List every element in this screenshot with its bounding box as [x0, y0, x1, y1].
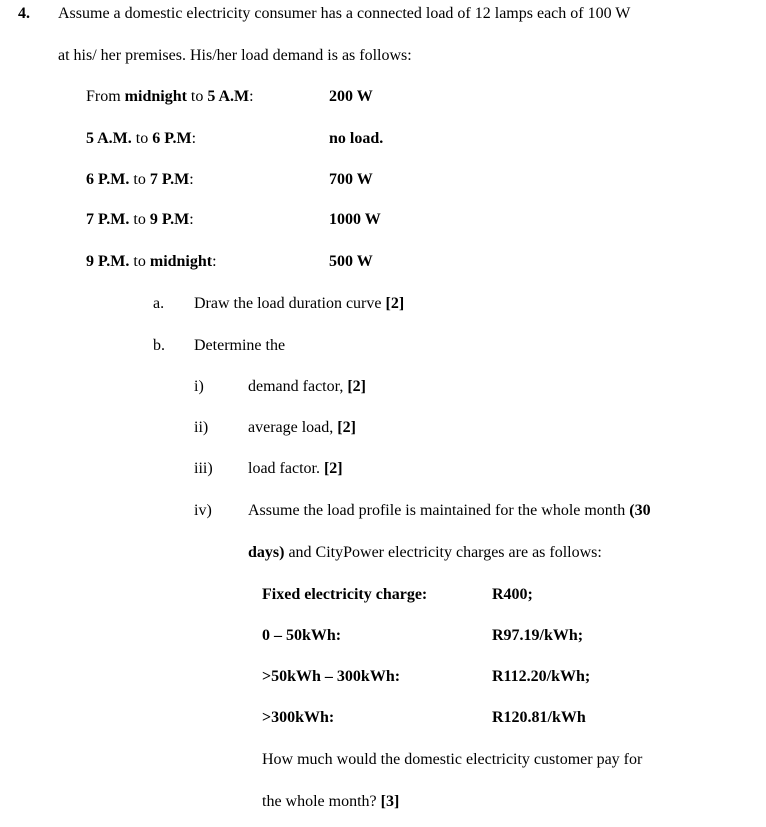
schedule-value-4: 1000 W [329, 211, 381, 228]
question-line-2: at his/ her premises. His/her load demand is as follows: [58, 47, 412, 64]
question-line-1: Assume a domestic electricity consumer has a connected load of 12 lamps each of 100 W [58, 5, 631, 22]
charge-value: R112.20/kWh; [492, 668, 591, 685]
subpart-iii-label: iii) [194, 460, 213, 477]
subpart-iv-line-2: days) and CityPower electricity charges are as follows: [248, 544, 602, 561]
charge-label: Fixed electricity charge: [262, 586, 428, 603]
schedule-value-1: 200 W [329, 88, 373, 105]
part-b-label: b. [153, 337, 165, 354]
charge-value: R97.19/kWh; [492, 627, 584, 644]
schedule-period-2: 5 A.M. to 6 P.M: [86, 130, 197, 147]
final-question-line-1: How much would the domestic electricity customer pay for [262, 751, 643, 768]
schedule-value-3: 700 W [329, 171, 373, 188]
schedule-period-4: 7 P.M. to 9 P.M: [86, 211, 194, 228]
subpart-i-label: i) [194, 378, 204, 395]
charge-label: >300kWh: [262, 709, 335, 726]
question-number: 4. [18, 5, 30, 22]
subpart-ii-label: ii) [194, 419, 209, 436]
subpart-iv-line-1: Assume the load profile is maintained for the whole month (30 [248, 502, 651, 519]
schedule-period-3: 6 P.M. to 7 P.M: [86, 171, 194, 188]
schedule-period-1: From midnight to 5 A.M: [86, 88, 254, 105]
subpart-iii-text: load factor. [2] [248, 460, 343, 477]
schedule-period-5: 9 P.M. to midnight: [86, 253, 217, 270]
charge-label: 0 – 50kWh: [262, 627, 342, 644]
charge-label: >50kWh – 300kWh: [262, 668, 401, 685]
schedule-value-2: no load. [329, 130, 384, 147]
schedule-value-5: 500 W [329, 253, 373, 270]
charge-value: R400; [492, 586, 533, 603]
charge-value: R120.81/kWh [492, 709, 586, 726]
subpart-iv-label: iv) [194, 502, 212, 519]
subpart-ii-text: average load, [2] [248, 419, 356, 436]
part-a-label: a. [153, 295, 165, 312]
part-a-text: Draw the load duration curve [2] [194, 295, 405, 312]
subpart-i-text: demand factor, [2] [248, 378, 366, 395]
part-b-text: Determine the [194, 337, 286, 354]
final-question-line-2: the whole month? [3] [262, 793, 400, 810]
